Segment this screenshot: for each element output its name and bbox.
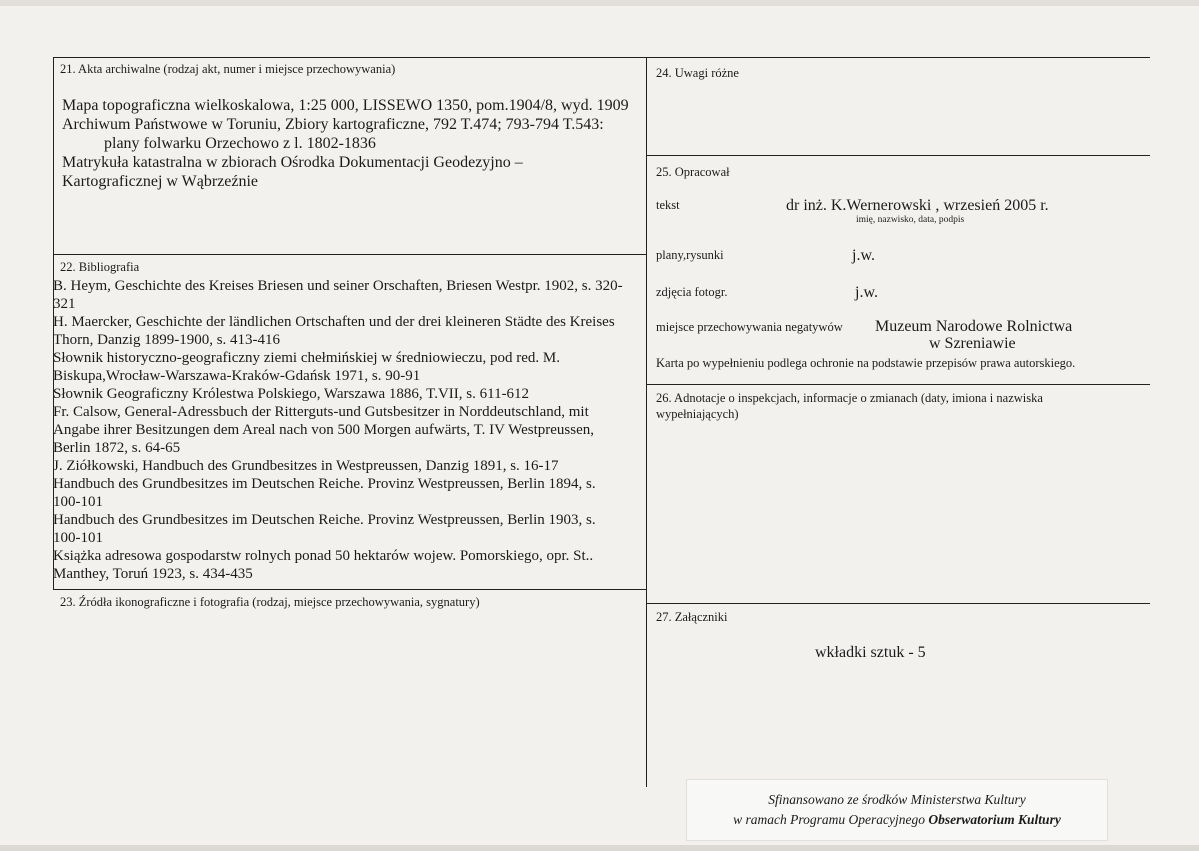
bibliography-entry: Słownik Geograficzny Królestwa Polskiego, Warszawa 1886, T.VII, s. 611-612: [53, 386, 530, 402]
funding-label: [686, 779, 1108, 841]
zdjecia-value: j.w.: [855, 284, 878, 301]
tekst-label: tekst: [656, 198, 680, 212]
divider-24-25: [646, 155, 1150, 156]
funding-line-2-prefix: w ramach Programu Operacyjnego: [733, 812, 926, 827]
bibliography-entry: Fr. Calsow, General-Adressbuch der Ritterguts-und Gutsbesitzer in Norddeutschland, mit Angabe ihrer Besitzungen dem Areal nach von 500 Morgen aufwärts, T. IV Westpreussen, Berlin 1872, s. 64-65: [53, 404, 595, 456]
section-24-heading: 24. Uwagi różne: [656, 66, 739, 80]
divider-26-27: [646, 603, 1150, 604]
miejsce-value-line1: Muzeum Narodowe Rolnictwa: [875, 318, 1073, 335]
section-21-entries: [62, 96, 637, 191]
archive-entry: Archiwum Państwowe w Toruniu, Zbiory kartograficzne, 792 T.474; 793-794 T.543:: [62, 116, 604, 133]
miejsce-label: miejsce przechowywania negatywów: [656, 320, 843, 334]
bibliography-entry: H. Maercker, Geschichte der ländlichen Ortschaften und der drei kleineren Städte des Kreises Thorn, Danzig 1899-1900, s. 413-416: [53, 314, 615, 348]
section-26-heading-line2: wypełniających): [656, 407, 739, 421]
tekst-value: dr inż. K.Wernerowski , wrzesień 2005 r.: [786, 197, 1049, 214]
top-border-line: [53, 57, 1150, 58]
miejsce-value-line2: w Szreniawie: [929, 335, 1016, 352]
scan-top-edge: [0, 0, 1199, 6]
program-name: Obserwatorium Kultury: [928, 812, 1061, 827]
archive-entry: Matrykuła katastralna w zbiorach Ośrodka Dokumentacji Geodezyjno – Kartograficznej w Wąbrzeźnie: [62, 154, 523, 190]
plany-value: j.w.: [852, 247, 875, 264]
bibliography-entry: J. Ziółkowski, Handbuch des Grundbesitzes in Westpreussen, Danzig 1891, s. 16-17: [53, 458, 559, 474]
archive-entry: plany folwarku Orzechowo z l. 1802-1836: [104, 135, 376, 152]
section-27-heading: 27. Załączniki: [656, 610, 728, 624]
bibliography-entry: B. Heym, Geschichte des Kreises Briesen und seiner Orschaften, Briesen Westpr. 1902, s. 320-321: [53, 278, 623, 312]
section-22-heading: 22. Bibliografia: [60, 260, 140, 274]
attachments-value: wkładki sztuk - 5: [815, 644, 926, 661]
section-26-heading-line1: 26. Adnotacje o inspekcjach, informacje o zmianach (daty, imiona i nazwiska: [656, 391, 1043, 405]
scan-bottom-edge: [0, 845, 1199, 851]
archive-entry: Mapa topograficzna wielkoskalowa, 1:25 000, LISSEWO 1350, pom.1904/8, wyd. 1909: [62, 97, 629, 114]
bibliography-entry: Książka adresowa gospodarstw rolnych ponad 50 hektarów wojew. Pomorskiego, opr. St.. Manthey, Toruń 1923, s. 434-435: [53, 548, 594, 582]
section-25-heading: 25. Opracował: [656, 165, 730, 179]
bibliography-list: [53, 277, 645, 583]
funding-line-1: Sfinansowano ze środków Ministerstwa Kultury: [768, 792, 1026, 807]
bibliography-entry: Słownik historyczno-geograficzny ziemi chełmińskiej w średniowieczu, pod red. M. Biskupa,Wrocław-Warszawa-Kraków-Gdańsk 1971, s. 90-91: [53, 350, 560, 384]
funding-line-2: [733, 812, 1061, 827]
section-23-heading: 23. Źródła ikonograficzne i fotografia (rodzaj, miejsce przechowywania, sygnatury): [60, 595, 480, 609]
tekst-caption: imię, nazwisko, data, podpis: [856, 215, 965, 225]
section-21-heading: 21. Akta archiwalne (rodzaj akt, numer i miejsce przechowywania): [60, 62, 396, 76]
divider-21-22: [53, 254, 647, 255]
divider-25-26: [646, 384, 1150, 385]
plany-label: plany,rysunki: [656, 248, 724, 262]
center-divider-line: [646, 57, 647, 787]
divider-22-23: [53, 589, 647, 590]
copyright-note: Karta po wypełnieniu podlega ochronie na podstawie przepisów prawa autorskiego.: [656, 356, 1076, 370]
zdjecia-label: zdjęcia fotogr.: [656, 285, 728, 299]
bibliography-entry: Handbuch des Grundbesitzes im Deutschen Reiche. Provinz Westpreussen, Berlin 1903, s. 100-101: [53, 512, 596, 546]
bibliography-entry: Handbuch des Grundbesitzes im Deutschen Reiche. Provinz Westpreussen, Berlin 1894, s. 100-101: [53, 476, 596, 510]
